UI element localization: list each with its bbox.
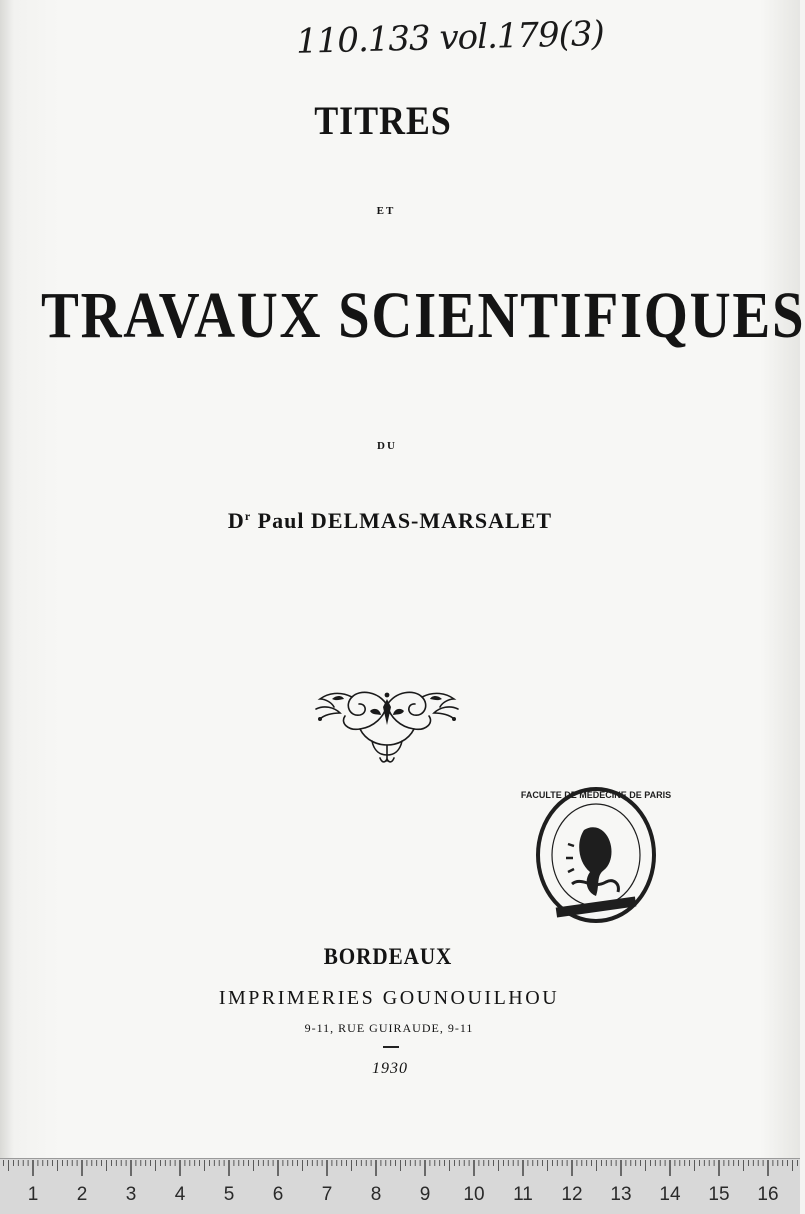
ruler-label: 8 (370, 1184, 382, 1205)
ruler-label: 11 (513, 1184, 533, 1205)
ruler-label: 10 (463, 1184, 485, 1205)
ruler-label: 7 (321, 1184, 333, 1205)
ruler-ticks (4, 1160, 798, 1176)
author-name: Paul DELMAS-MARSALET (257, 508, 553, 533)
library-stamp (520, 784, 672, 926)
title-titres: TITRES (314, 98, 452, 143)
ruler-label: 3 (125, 1184, 137, 1205)
stamp-text-arc: FACULTE DE MEDECINE DE PARIS (520, 790, 672, 800)
preposition-du: DU (377, 440, 397, 452)
ruler-label: 4 (174, 1184, 186, 1205)
ruler-label: 1 (27, 1184, 39, 1205)
conjunction-et: ET (376, 205, 396, 217)
imprint-city: BORDEAUX (323, 944, 453, 969)
ruler-label: 6 (272, 1184, 284, 1205)
ruler-label: 14 (659, 1184, 681, 1205)
imprint-address: 9-11, RUE GUIRAUDE, 9-11 (304, 1021, 474, 1035)
imprint-year: 1930 (372, 1060, 408, 1077)
divider-rule (383, 1046, 399, 1048)
ruler-label: 12 (561, 1184, 583, 1205)
ruler-label: 15 (708, 1184, 730, 1205)
author-prefix-superscript: r (244, 509, 252, 523)
author-line (0, 508, 790, 534)
handwritten-shelfmark: 110.133 vol.179(3) (295, 13, 605, 62)
ruler-label: 13 (610, 1184, 632, 1205)
fleuron-ornament-icon (312, 683, 462, 763)
author-prefix: D (227, 508, 245, 533)
imprint-printer: IMPRIMERIES GOUNOUILHOU (218, 987, 560, 1009)
title-travaux-scientifiques: TRAVAUX SCIENTIFIQUES (41, 279, 805, 352)
ruler-label: 16 (757, 1184, 779, 1205)
ruler-label: 9 (419, 1184, 431, 1205)
ruler-label: 5 (223, 1184, 235, 1205)
measurement-ruler (0, 1158, 800, 1214)
ruler-label: 2 (76, 1184, 88, 1205)
